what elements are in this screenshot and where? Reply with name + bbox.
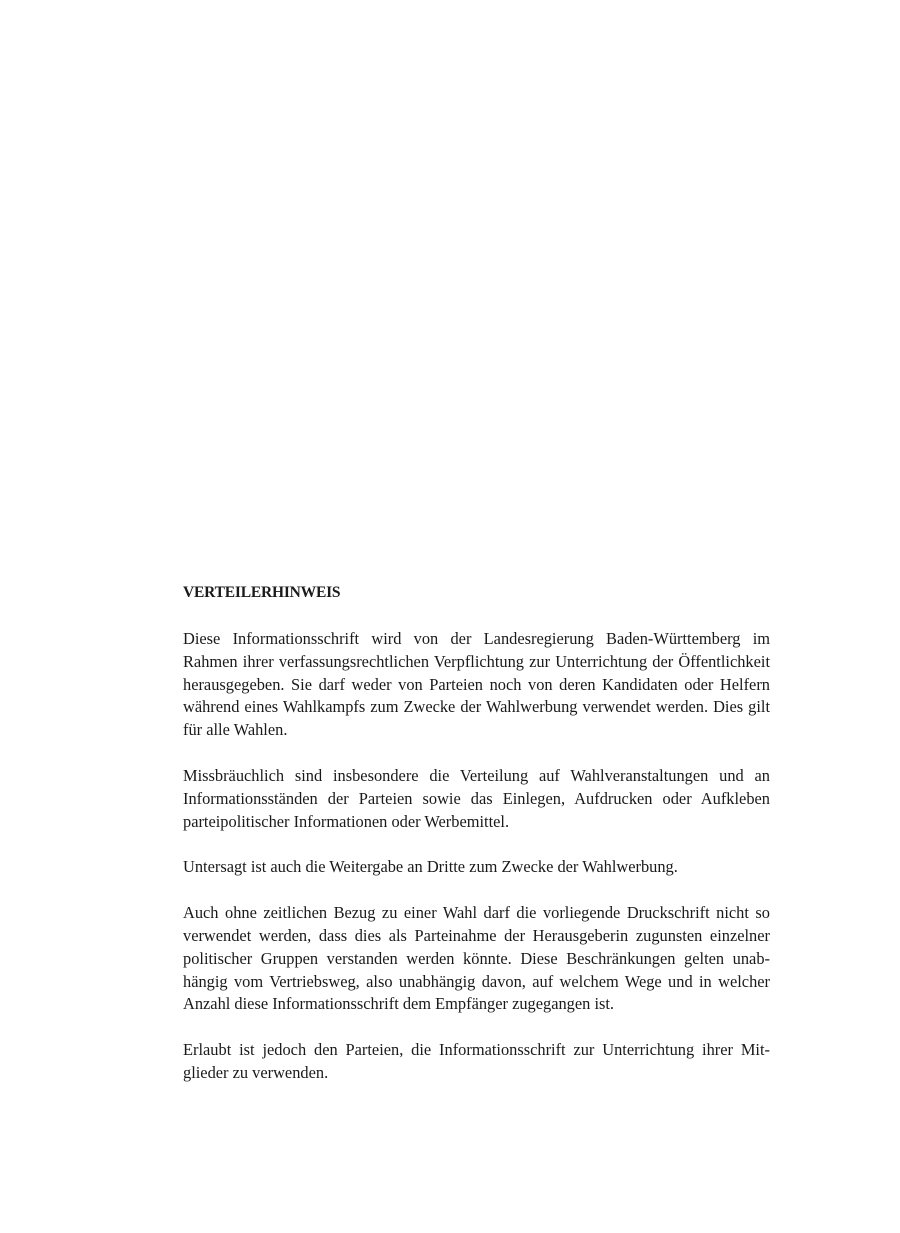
- notice-paragraph: Erlaubt ist jedoch den Parteien, die Informationsschrift zur Unterrichtung ihrer Mitglieder zu verwenden.: [183, 1040, 770, 1082]
- distribution-notice: [183, 580, 770, 1108]
- notice-paragraph: Auch ohne zeitlichen Bezug zu einer Wahl darf die vorliegende Druckschrift nicht so verwendet werden, dass dies als Parteinahme der Herausgeberin zugunsten einzelner politischer Gruppen verstanden werden könnte. Diese Beschränkungen gelten unabhängig vom Vertriebsweg, also unabhängig davon, auf welchem Wege und in welcher Anzahl diese Informationsschrift dem Empfänger zugegangen ist.: [183, 903, 770, 1014]
- notice-title: VERTEILERHINWEIS: [183, 584, 341, 601]
- notice-paragraph: Diese Informationsschrift wird von der Landesregierung Baden-Württemberg im Rahmen ihrer verfassungsrechtlichen Verpflichtung zur Unterrichtung der Öffentlichkeit herausgegeben. Sie darf weder von Parteien noch von deren Kandidaten oder Helfern während eines Wahlkampfs zum Zwecke der Wahlwerbung verwendet werden. Dies gilt für alle Wahlen.: [183, 629, 770, 740]
- notice-paragraph: Untersagt ist auch die Weitergabe an Dritte zum Zwecke der Wahlwerbung.: [183, 857, 678, 877]
- notice-paragraph: Missbräuchlich sind insbesondere die Verteilung auf Wahlveranstaltungen und an Informationsständen der Parteien sowie das Einlegen, Aufdrucken oder Aufkleben parteipolitischer Informationen oder Werbemittel.: [183, 765, 770, 831]
